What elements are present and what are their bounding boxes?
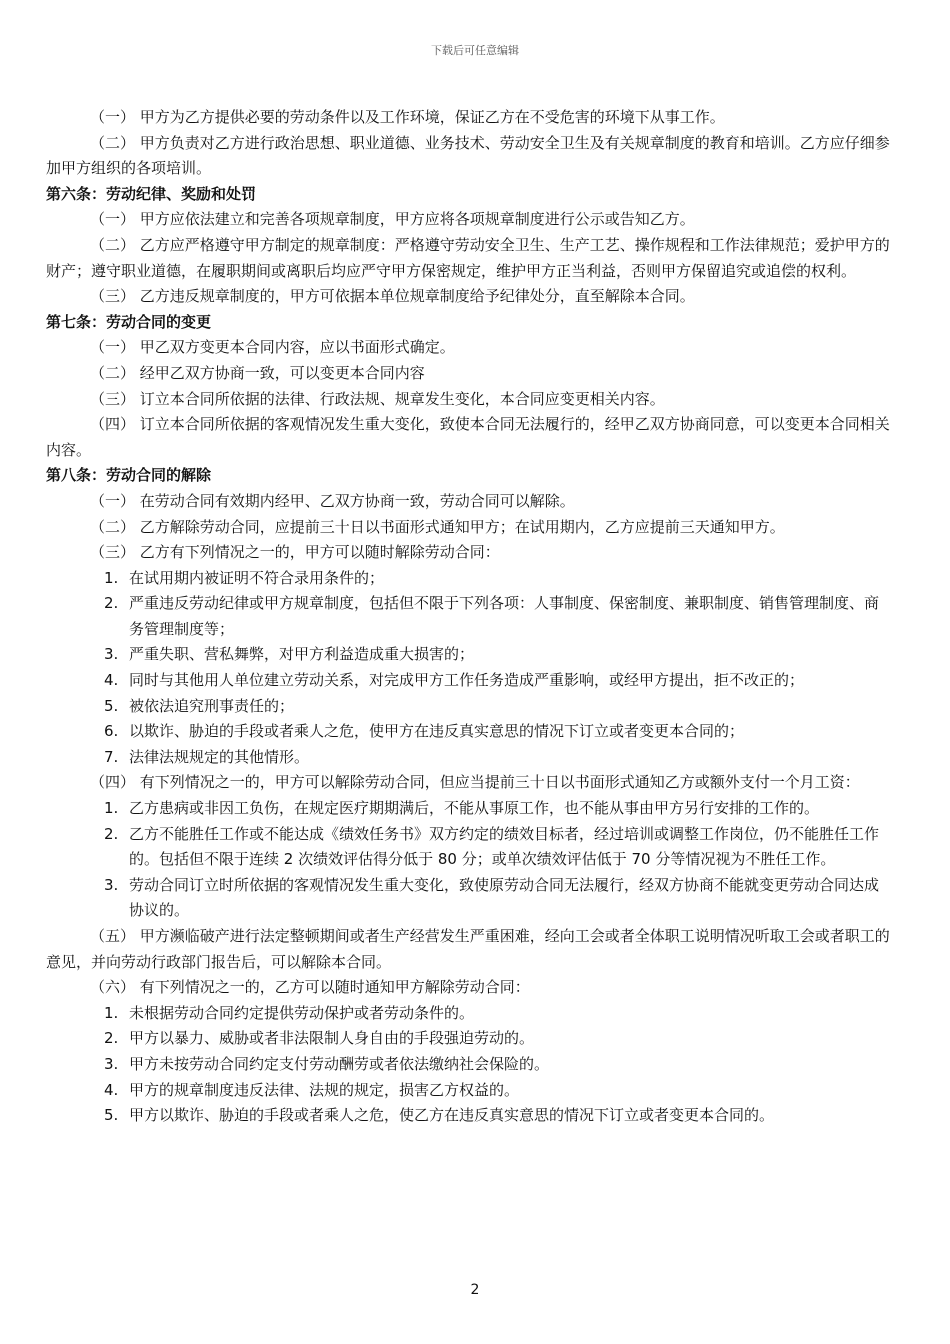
clause-paragraph: （一） 在劳动合同有效期内经甲、乙双方协商一致，劳动合同可以解除。 [90, 491, 575, 510]
list-item [46, 1026, 892, 1052]
section-heading: 第八条：劳动合同的解除 [46, 466, 212, 485]
list-item [46, 642, 892, 668]
list-item [46, 822, 892, 873]
list-item-number: 4. [104, 671, 119, 690]
list-item-number: 2. [104, 1029, 119, 1048]
list-item-text: 在试用期内被证明不符合录用条件的； [129, 568, 385, 587]
list-item-text: 严重失职、营私舞弊，对甲方利益造成重大损害的； [129, 645, 475, 664]
list-item-number: 3. [104, 875, 119, 894]
page-number: 2 [470, 1282, 480, 1298]
list-item [46, 694, 892, 720]
list-item-text: 法律法规规定的其他情形。 [129, 747, 310, 766]
clause-paragraph: （三） 订立本合同所依据的法律、行政法规、规章发生变化，本合同应变更相关内容。 [90, 389, 665, 408]
clause-paragraph: （三） 乙方有下列情况之一的，甲方可以随时解除劳动合同： [90, 543, 500, 562]
list-item-text: 甲方以欺诈、胁迫的手段或者乘人之危，使乙方在违反真实意思的情况下订立或者变更本合同的。 [129, 1106, 775, 1125]
list-item-number: 2. [104, 824, 119, 843]
clause-paragraph: （二） 甲方负责对乙方进行政治思想、职业道德、业务技术、劳动安全卫生及有关规章制度的教育和培训。乙方应仔细参加甲方组织的各项培训。 [46, 133, 890, 178]
list-item-text: 以欺诈、胁迫的手段或者乘人之危，使甲方在违反真实意思的情况下订立或者变更本合同的； [129, 722, 745, 741]
clause-paragraph: （一） 甲乙双方变更本合同内容，应以书面形式确定。 [90, 338, 455, 357]
list-item [46, 668, 892, 694]
list-item [46, 873, 892, 924]
list-item-text: 甲方的规章制度违反法律、法规的规定，损害乙方权益的。 [129, 1080, 520, 1099]
list-item [46, 1103, 892, 1129]
list-item-number: 2. [104, 594, 119, 613]
list-item [46, 719, 892, 745]
clause-paragraph: （一） 甲方应依法建立和完善各项规章制度，甲方应将各项规章制度进行公示或告知乙方。 [90, 210, 695, 229]
list-item-text: 同时与其他用人单位建立劳动关系，对完成甲方工作任务造成严重影响，或经甲方提出，拒不改正的； [129, 671, 805, 690]
list-item-number: 3. [104, 1054, 119, 1073]
list-item-text: 甲方以暴力、威胁或者非法限制人身自由的手段强迫劳动的。 [129, 1029, 535, 1048]
list-item-text: 乙方不能胜任工作或不能达成《绩效任务书》双方约定的绩效目标者，经过培训或调整工作岗位，仍不能胜任工作的。包括但不限于连续 2 次绩效评估得分低于 80 分；或单次绩效评估低于 70 分等情况视为不胜任工作。 [129, 824, 880, 869]
list-item [46, 1078, 892, 1104]
list-item-number: 3. [104, 645, 119, 664]
clause-paragraph: （四） 有下列情况之一的，甲方可以解除劳动合同，但应当提前三十日以书面形式通知乙方或额外支付一个月工资： [90, 773, 860, 792]
clause-paragraph: （二） 乙方应严格遵守甲方制定的规章制度：严格遵守劳动安全卫生、生产工艺、操作规程和工作法律规范；爱护甲方的财产；遵守职业道德，在履职期间或离职后均应严守甲方保密规定，维护甲方正当利益，否则甲方保留追究或追偿的权利。 [46, 235, 890, 280]
list-item [46, 566, 892, 592]
list-item-number: 1. [104, 799, 119, 818]
clause-paragraph: （二） 经甲乙双方协商一致，可以变更本合同内容 [90, 363, 425, 382]
clause-paragraph: （一） 甲方为乙方提供必要的劳动条件以及工作环境，保证乙方在不受危害的环境下从事工作。 [90, 108, 725, 126]
section-heading: 第六条：劳动纪律、奖励和处罚 [46, 184, 257, 203]
list-item-text: 严重违反劳动纪律或甲方规章制度，包括但不限于下列各项：人事制度、保密制度、兼职制度、销售管理制度、商务管理制度等； [129, 594, 880, 638]
list-item-text: 未根据劳动合同约定提供劳动保护或者劳动条件的。 [129, 1003, 475, 1022]
list-item-number: 6. [104, 722, 119, 741]
list-item-text: 乙方患病或非因工负伤，在规定医疗期期满后，不能从事原工作，也不能从事由甲方另行安排的工作的。 [129, 799, 820, 818]
clause-paragraph: （五） 甲方濒临破产进行法定整顿期间或者生产经营发生严重困难，经向工会或者全体职工说明情况听取工会或者职工的意见，并向劳动行政部门报告后，可以解除本合同。 [46, 927, 890, 971]
list-item [46, 745, 892, 771]
list-item [46, 1001, 892, 1027]
page-header: 下载后可任意编辑 [431, 44, 519, 57]
list-item-number: 5. [104, 1106, 119, 1125]
clause-paragraph: （四） 订立本合同所依据的客观情况发生重大变化，致使本合同无法履行的，经甲乙双方协商同意，可以变更本合同相关内容。 [46, 415, 890, 459]
clause-paragraph: （二） 乙方解除劳动合同，应提前三十日以书面形式通知甲方；在试用期内，乙方应提前三天通知甲方。 [90, 517, 785, 536]
clause-paragraph: （六） 有下列情况之一的，乙方可以随时通知甲方解除劳动合同： [90, 978, 530, 997]
list-item-text: 甲方未按劳动合同约定支付劳动酬劳或者依法缴纳社会保险的。 [129, 1054, 550, 1073]
list-item-number: 5. [104, 696, 119, 715]
document-body [46, 105, 892, 1129]
list-item-number: 7. [104, 747, 119, 766]
clause-paragraph: （三） 乙方违反规章制度的，甲方可依据本单位规章制度给予纪律处分，直至解除本合同。 [90, 287, 695, 306]
list-item [46, 1052, 892, 1078]
list-item-text: 劳动合同订立时所依据的客观情况发生重大变化，致使原劳动合同无法履行，经双方协商不能就变更劳动合同达成协议的。 [129, 875, 880, 920]
list-item-text: 被依法追究刑事责任的； [129, 696, 295, 715]
list-item-number: 4. [104, 1080, 119, 1099]
list-item [46, 591, 892, 642]
list-item-number: 1. [104, 1003, 119, 1022]
list-item-number: 1. [104, 568, 119, 587]
section-heading: 第七条：劳动合同的变更 [46, 312, 212, 331]
list-item [46, 796, 892, 822]
